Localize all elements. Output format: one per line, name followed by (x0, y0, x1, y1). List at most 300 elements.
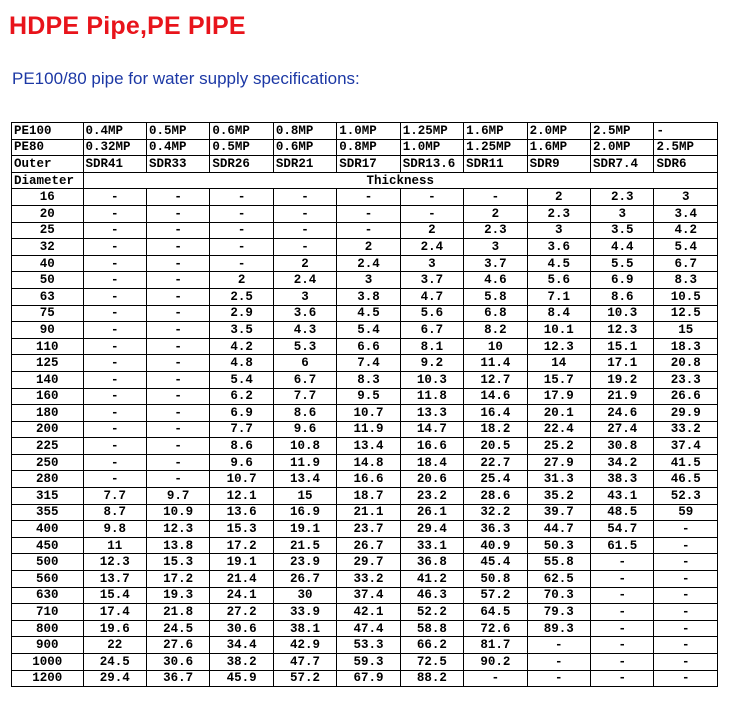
thickness-cell: - (83, 454, 146, 471)
thickness-cell: 23.2 (400, 488, 463, 505)
thickness-cell: - (83, 438, 146, 455)
sdr-cell: SDR17 (337, 156, 400, 173)
thickness-cell: - (591, 637, 654, 654)
thickness-cell: 10.9 (146, 504, 209, 521)
thickness-cell: - (654, 587, 718, 604)
pe80-cell: 0.32MP (83, 139, 146, 156)
thickness-cell: - (146, 338, 209, 355)
pe80-cell: 0.6MP (273, 139, 336, 156)
thickness-cell: 23.7 (337, 521, 400, 538)
thickness-cell: - (591, 571, 654, 588)
thickness-cell: 62.5 (527, 571, 590, 588)
thickness-cell: 19.2 (591, 371, 654, 388)
outer-diameter-cell: 20 (12, 205, 84, 222)
thickness-cell: 3 (464, 239, 527, 256)
outer-diameter-cell: 110 (12, 338, 84, 355)
thickness-cell: 9.8 (83, 521, 146, 538)
thickness-cell: 3.5 (591, 222, 654, 239)
thickness-cell: 23.3 (654, 371, 718, 388)
thickness-cell: 10.8 (273, 438, 336, 455)
thickness-cell: 59 (654, 504, 718, 521)
thickness-cell: - (210, 222, 273, 239)
thickness-cell: 42.9 (273, 637, 336, 654)
pe100-cell: 0.8MP (273, 123, 336, 140)
table-row (12, 355, 718, 372)
thickness-cell: 4.7 (400, 288, 463, 305)
thickness-cell: - (146, 388, 209, 405)
thickness-cell: 6.9 (591, 272, 654, 289)
thickness-cell: - (210, 239, 273, 256)
thickness-cell: 8.6 (591, 288, 654, 305)
thickness-cell: 10.5 (654, 288, 718, 305)
thickness-cell: 70.3 (527, 587, 590, 604)
pe100-cell: 1.25MP (400, 123, 463, 140)
thickness-cell: 10.7 (210, 471, 273, 488)
thickness-cell: 4.6 (464, 272, 527, 289)
thickness-cell: 4.5 (527, 255, 590, 272)
pe80-cell: 2.5MP (654, 139, 718, 156)
thickness-cell: 88.2 (400, 670, 463, 687)
sdr-cell: SDR26 (210, 156, 273, 173)
thickness-cell: 21.4 (210, 571, 273, 588)
table-row (12, 205, 718, 222)
pe100-cell: 1.0MP (337, 123, 400, 140)
thickness-cell: - (591, 604, 654, 621)
table-row (12, 239, 718, 256)
thickness-cell: 26.6 (654, 388, 718, 405)
thickness-cell: - (83, 288, 146, 305)
thickness-cell: 12.3 (83, 554, 146, 571)
thickness-cell: 7.7 (273, 388, 336, 405)
thickness-cell: 16.9 (273, 504, 336, 521)
thickness-label: Thickness (83, 172, 718, 189)
thickness-cell: - (83, 355, 146, 372)
thickness-cell: 11.9 (273, 454, 336, 471)
thickness-cell: 4.2 (654, 222, 718, 239)
thickness-cell: - (83, 305, 146, 322)
pe80-cell: 1.0MP (400, 139, 463, 156)
thickness-cell: - (654, 521, 718, 538)
thickness-cell: 23.9 (273, 554, 336, 571)
thickness-cell: 3 (273, 288, 336, 305)
thickness-cell: - (400, 189, 463, 206)
thickness-cell: 2 (400, 222, 463, 239)
thickness-cell: 27.9 (527, 454, 590, 471)
thickness-cell: 26.1 (400, 504, 463, 521)
sdr-cell: SDR7.4 (591, 156, 654, 173)
thickness-cell: 57.2 (273, 670, 336, 687)
thickness-header-row (12, 172, 718, 189)
outer-diameter-cell: 32 (12, 239, 84, 256)
thickness-cell: - (210, 205, 273, 222)
pe100-row (12, 123, 718, 140)
thickness-cell: 6.7 (654, 255, 718, 272)
thickness-cell: 5.8 (464, 288, 527, 305)
thickness-cell: 2.3 (464, 222, 527, 239)
thickness-cell: 4.2 (210, 338, 273, 355)
thickness-cell: 3 (337, 272, 400, 289)
outer-diameter-cell: 800 (12, 620, 84, 637)
thickness-cell: 64.5 (464, 604, 527, 621)
thickness-cell: 9.2 (400, 355, 463, 372)
thickness-cell: 38.3 (591, 471, 654, 488)
outer-diameter-cell: 200 (12, 421, 84, 438)
thickness-cell: 58.8 (400, 620, 463, 637)
thickness-cell: - (337, 205, 400, 222)
table-row (12, 255, 718, 272)
sdr-cell: SDR21 (273, 156, 336, 173)
thickness-cell: 22 (83, 637, 146, 654)
thickness-cell: 8.6 (210, 438, 273, 455)
outer-diameter-cell: 630 (12, 587, 84, 604)
thickness-cell: - (83, 388, 146, 405)
table-row (12, 338, 718, 355)
thickness-cell: 37.4 (337, 587, 400, 604)
thickness-cell: - (146, 305, 209, 322)
table-row (12, 537, 718, 554)
thickness-cell: 24.1 (210, 587, 273, 604)
thickness-cell: 30 (273, 587, 336, 604)
outer-diameter-cell: 125 (12, 355, 84, 372)
table-row (12, 488, 718, 505)
thickness-cell: - (654, 654, 718, 671)
table-row (12, 454, 718, 471)
thickness-cell: 8.3 (654, 272, 718, 289)
table-row (12, 571, 718, 588)
thickness-cell: 16.4 (464, 405, 527, 422)
thickness-cell: 17.1 (591, 355, 654, 372)
thickness-cell: 72.5 (400, 654, 463, 671)
page-title: HDPE Pipe,PE PIPE (9, 12, 246, 40)
table-row (12, 504, 718, 521)
thickness-cell: 3 (654, 189, 718, 206)
thickness-cell: 9.5 (337, 388, 400, 405)
thickness-cell: 14.6 (464, 388, 527, 405)
thickness-cell: 37.4 (654, 438, 718, 455)
thickness-cell: 7.7 (83, 488, 146, 505)
thickness-cell: 44.7 (527, 521, 590, 538)
pe80-cell: 0.5MP (210, 139, 273, 156)
thickness-cell: 4.8 (210, 355, 273, 372)
thickness-cell: - (273, 222, 336, 239)
outer-diameter-cell: 63 (12, 288, 84, 305)
table-row (12, 288, 718, 305)
outer-diameter-cell: 280 (12, 471, 84, 488)
thickness-cell: 33.2 (654, 421, 718, 438)
thickness-cell: - (591, 554, 654, 571)
table-row (12, 587, 718, 604)
thickness-cell: 28.6 (464, 488, 527, 505)
thickness-cell: 3 (591, 205, 654, 222)
thickness-cell: 15.1 (591, 338, 654, 355)
thickness-cell: 18.4 (400, 454, 463, 471)
outer-label: Outer (12, 156, 84, 173)
thickness-cell: - (654, 604, 718, 621)
thickness-cell: 17.4 (83, 604, 146, 621)
thickness-cell: 66.2 (400, 637, 463, 654)
thickness-cell: 6.9 (210, 405, 273, 422)
thickness-cell: 7.1 (527, 288, 590, 305)
outer-diameter-cell: 225 (12, 438, 84, 455)
thickness-cell: 41.2 (400, 571, 463, 588)
thickness-cell: 10.1 (527, 322, 590, 339)
thickness-cell: - (146, 255, 209, 272)
thickness-cell: 19.6 (83, 620, 146, 637)
thickness-cell: - (83, 239, 146, 256)
thickness-cell: 30.8 (591, 438, 654, 455)
thickness-cell: 8.4 (527, 305, 590, 322)
thickness-cell: 21.5 (273, 537, 336, 554)
thickness-cell: 22.7 (464, 454, 527, 471)
thickness-cell: 55.8 (527, 554, 590, 571)
thickness-cell: 3.6 (527, 239, 590, 256)
thickness-cell: - (146, 288, 209, 305)
thickness-cell: - (273, 205, 336, 222)
thickness-cell: 6 (273, 355, 336, 372)
thickness-cell: 14.7 (400, 421, 463, 438)
thickness-cell: - (273, 239, 336, 256)
table-row (12, 405, 718, 422)
thickness-cell: 12.3 (591, 322, 654, 339)
thickness-cell: 72.6 (464, 620, 527, 637)
sdr-cell: SDR33 (146, 156, 209, 173)
thickness-cell: 31.3 (527, 471, 590, 488)
outer-diameter-cell: 315 (12, 488, 84, 505)
thickness-cell: - (591, 654, 654, 671)
pe100-cell: 0.6MP (210, 123, 273, 140)
table-row (12, 471, 718, 488)
outer-diameter-cell: 75 (12, 305, 84, 322)
thickness-cell: 15 (273, 488, 336, 505)
thickness-cell: 50.8 (464, 571, 527, 588)
thickness-cell: 8.3 (337, 371, 400, 388)
thickness-cell: 25.4 (464, 471, 527, 488)
table-row (12, 670, 718, 687)
thickness-cell: 10.7 (337, 405, 400, 422)
thickness-cell: 2.3 (527, 205, 590, 222)
thickness-cell: - (337, 222, 400, 239)
thickness-cell: 34.2 (591, 454, 654, 471)
thickness-cell: 30.6 (146, 654, 209, 671)
thickness-cell: - (83, 255, 146, 272)
thickness-cell: 8.1 (400, 338, 463, 355)
thickness-cell: 43.1 (591, 488, 654, 505)
thickness-cell: 24.5 (146, 620, 209, 637)
sdr-cell: SDR41 (83, 156, 146, 173)
thickness-cell: 48.5 (591, 504, 654, 521)
thickness-cell: - (83, 421, 146, 438)
thickness-cell: 4.3 (273, 322, 336, 339)
thickness-cell: 2.4 (337, 255, 400, 272)
table-row (12, 637, 718, 654)
thickness-cell: 10.3 (591, 305, 654, 322)
thickness-cell: 14 (527, 355, 590, 372)
outer-diameter-cell: 250 (12, 454, 84, 471)
thickness-cell: 57.2 (464, 587, 527, 604)
table-row (12, 222, 718, 239)
outer-diameter-cell: 1200 (12, 670, 84, 687)
thickness-cell: - (83, 338, 146, 355)
thickness-cell: - (654, 537, 718, 554)
thickness-cell: 12.5 (654, 305, 718, 322)
thickness-cell: 3.8 (337, 288, 400, 305)
thickness-cell: - (146, 239, 209, 256)
thickness-cell: - (146, 189, 209, 206)
table-row (12, 554, 718, 571)
pe80-cell: 1.6MP (527, 139, 590, 156)
table-row (12, 421, 718, 438)
thickness-cell: - (146, 222, 209, 239)
thickness-cell: 12.3 (146, 521, 209, 538)
thickness-cell: - (464, 189, 527, 206)
thickness-cell: 36.7 (146, 670, 209, 687)
thickness-cell: 4.5 (337, 305, 400, 322)
thickness-cell: 18.3 (654, 338, 718, 355)
thickness-cell: - (83, 405, 146, 422)
pe100-cell: - (654, 123, 718, 140)
thickness-cell: 2.5 (210, 288, 273, 305)
thickness-cell: 46.5 (654, 471, 718, 488)
sdr-cell: SDR11 (464, 156, 527, 173)
thickness-cell: 36.8 (400, 554, 463, 571)
thickness-cell: - (146, 355, 209, 372)
thickness-cell: - (273, 189, 336, 206)
pe80-label: PE80 (12, 139, 84, 156)
thickness-cell: 3.5 (210, 322, 273, 339)
thickness-cell: 17.2 (146, 571, 209, 588)
thickness-cell: 10 (464, 338, 527, 355)
thickness-cell: - (83, 471, 146, 488)
thickness-cell: 36.3 (464, 521, 527, 538)
thickness-cell: 50.3 (527, 537, 590, 554)
thickness-cell: - (83, 189, 146, 206)
thickness-cell: 29.7 (337, 554, 400, 571)
thickness-cell: 25.2 (527, 438, 590, 455)
thickness-cell: 39.7 (527, 504, 590, 521)
thickness-cell: 15.3 (146, 554, 209, 571)
thickness-cell: 19.3 (146, 587, 209, 604)
thickness-cell: 41.5 (654, 454, 718, 471)
table-row (12, 189, 718, 206)
thickness-cell: - (83, 272, 146, 289)
diameter-label: Diameter (12, 172, 84, 189)
thickness-cell: 6.6 (337, 338, 400, 355)
thickness-cell: 52.3 (654, 488, 718, 505)
thickness-cell: 22.4 (527, 421, 590, 438)
thickness-cell: 3.7 (400, 272, 463, 289)
thickness-cell: 42.1 (337, 604, 400, 621)
thickness-cell: 18.2 (464, 421, 527, 438)
thickness-cell: 2.4 (400, 239, 463, 256)
thickness-cell: 9.6 (273, 421, 336, 438)
thickness-cell: 32.2 (464, 504, 527, 521)
thickness-cell: 10.3 (400, 371, 463, 388)
thickness-cell: 33.9 (273, 604, 336, 621)
thickness-cell: 21.9 (591, 388, 654, 405)
thickness-cell: 90.2 (464, 654, 527, 671)
thickness-cell: 12.7 (464, 371, 527, 388)
thickness-cell: 6.7 (273, 371, 336, 388)
thickness-cell: 13.7 (83, 571, 146, 588)
thickness-cell: 3.6 (273, 305, 336, 322)
thickness-cell: - (146, 205, 209, 222)
thickness-cell: 13.4 (273, 471, 336, 488)
outer-diameter-cell: 400 (12, 521, 84, 538)
thickness-cell: - (210, 255, 273, 272)
thickness-cell: - (337, 189, 400, 206)
thickness-cell: 79.3 (527, 604, 590, 621)
outer-diameter-cell: 16 (12, 189, 84, 206)
thickness-cell: 19.1 (210, 554, 273, 571)
thickness-cell: 11.4 (464, 355, 527, 372)
thickness-cell: - (146, 272, 209, 289)
outer-diameter-cell: 900 (12, 637, 84, 654)
thickness-cell: 6.7 (400, 322, 463, 339)
thickness-cell: 20.8 (654, 355, 718, 372)
table-row (12, 438, 718, 455)
thickness-cell: - (146, 371, 209, 388)
thickness-cell: - (146, 421, 209, 438)
outer-diameter-cell: 50 (12, 272, 84, 289)
pe100-label: PE100 (12, 123, 84, 140)
thickness-cell: - (591, 670, 654, 687)
thickness-cell: 27.4 (591, 421, 654, 438)
table-row (12, 620, 718, 637)
thickness-cell: 15.4 (83, 587, 146, 604)
table-row (12, 322, 718, 339)
table-row (12, 371, 718, 388)
thickness-cell: 46.3 (400, 587, 463, 604)
thickness-cell: 5.6 (400, 305, 463, 322)
table-row (12, 521, 718, 538)
outer-diameter-cell: 450 (12, 537, 84, 554)
thickness-cell: 11.8 (400, 388, 463, 405)
thickness-cell: 20.5 (464, 438, 527, 455)
thickness-cell: - (527, 670, 590, 687)
thickness-cell: 2.3 (591, 189, 654, 206)
thickness-cell: 29.4 (400, 521, 463, 538)
table-row (12, 654, 718, 671)
thickness-cell: - (591, 587, 654, 604)
pe100-cell: 1.6MP (464, 123, 527, 140)
thickness-cell: 2 (464, 205, 527, 222)
thickness-cell: 34.4 (210, 637, 273, 654)
thickness-cell: 33.1 (400, 537, 463, 554)
page-subtitle: PE100/80 pipe for water supply specifications: (12, 69, 360, 88)
table-row (12, 305, 718, 322)
thickness-cell: 3.4 (654, 205, 718, 222)
thickness-cell: 26.7 (337, 537, 400, 554)
thickness-cell: 3 (400, 255, 463, 272)
thickness-cell: - (146, 405, 209, 422)
outer-diameter-cell: 140 (12, 371, 84, 388)
thickness-cell: 24.5 (83, 654, 146, 671)
thickness-cell: 35.2 (527, 488, 590, 505)
thickness-cell: 5.3 (273, 338, 336, 355)
pe100-cell: 2.0MP (527, 123, 590, 140)
thickness-cell: - (527, 637, 590, 654)
thickness-cell: - (591, 620, 654, 637)
thickness-cell: 8.6 (273, 405, 336, 422)
pe100-cell: 0.4MP (83, 123, 146, 140)
outer-diameter-cell: 180 (12, 405, 84, 422)
thickness-cell: - (146, 438, 209, 455)
thickness-cell: 5.4 (337, 322, 400, 339)
thickness-cell: 2.9 (210, 305, 273, 322)
outer-diameter-cell: 500 (12, 554, 84, 571)
thickness-cell: - (83, 322, 146, 339)
thickness-cell: 19.1 (273, 521, 336, 538)
